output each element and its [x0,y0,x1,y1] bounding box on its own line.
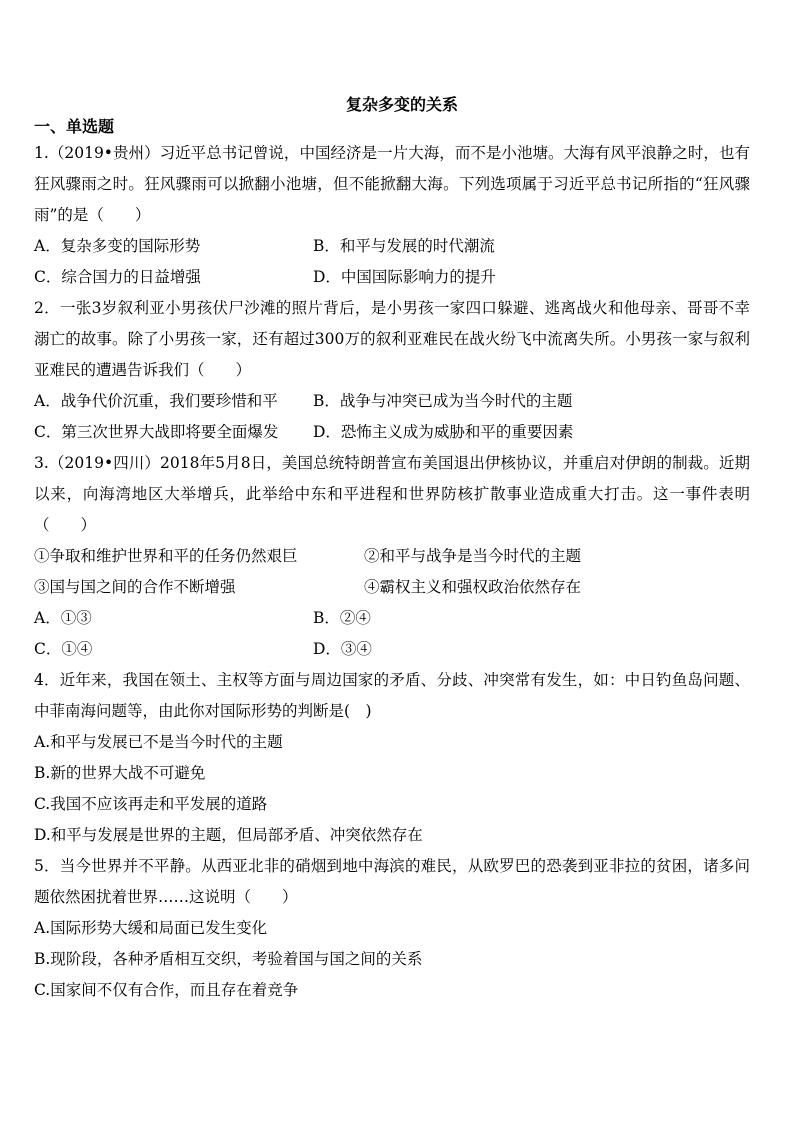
question-5-option-c[interactable]: C.国家间不仅有合作，而且存在着竞争 [34,981,299,999]
question-3-statement-4: ④霸权主义和强权政治依然存在 [364,578,582,596]
question-4-stem: 4．近年来，我国在领土、主权等方面与周边国家的矛盾、分歧、冲突常有发生，如：中日钓鱼岛问题、中菲南海问题等，由此你对国际形势的判断是( ) [34,671,750,720]
question-1-option-c[interactable]: C．综合国力的日益增强 [34,268,201,286]
question-3-statement-2: ②和平与战争是当今时代的主题 [364,547,582,565]
question-3-statement-1: ①争取和维护世界和平的任务仍然艰巨 [34,547,298,565]
question-2-option-c[interactable]: C．第三次世界大战即将要全面爆发 [34,423,279,441]
question-3-statements-row-1 [34,541,750,572]
question-2-option-b[interactable]: B．战争与冲突已成为当今时代的主题 [313,392,573,410]
question-4-option-c[interactable]: C.我国不应该再走和平发展的道路 [34,795,268,813]
question-3-options-row-2 [34,634,750,665]
question-2-option-a[interactable]: A．战争代价沉重，我们要珍惜和平 [34,392,278,410]
question-4-option-d[interactable]: D.和平与发展是世界的主题，但局部矛盾、冲突依然存在 [34,826,423,844]
question-3 [34,448,750,665]
question-4-option-b[interactable]: B.新的世界大战不可避免 [34,764,206,782]
question-4-option-a[interactable]: A.和平与发展已不是当今时代的主题 [34,733,283,751]
question-2-options-row-2 [34,417,750,448]
question-2-options-row-1 [34,386,750,417]
question-5 [34,851,750,1006]
question-5-option-b[interactable]: B.现阶段，各种矛盾相互交织，考验着国与国之间的关系 [34,950,423,968]
question-3-statements-row-2 [34,572,750,603]
question-1-options-row-1 [34,231,750,262]
question-1-stem: 1.（2019•贵州）习近平总书记曾说，中国经济是一片大海，而不是小池塘。大海有风平浪静之时，也有狂风骤雨之时。狂风骤雨可以掀翻小池塘，但不能掀翻大海。下列选项属于习近平总书记所指的“狂风骤雨”的是（ ） [34,144,750,224]
question-3-option-b[interactable]: B．②④ [313,609,371,627]
question-5-option-a[interactable]: A.国际形势大缓和局面已发生变化 [34,919,268,937]
question-1 [34,138,750,293]
page-title: 复杂多变的关系 [345,95,458,114]
question-3-options-row-1 [34,603,750,634]
question-5-stem: 5．当今世界并不平静。从西亚北非的硝烟到地中海滨的难民，从欧罗巴的恐袭到亚非拉的贫困，诸多问题依然困扰着世界……这说明（ ） [34,857,750,906]
question-1-option-d[interactable]: D．中国国际影响力的提升 [313,268,496,286]
question-2-stem: 2．一张3岁叙利亚小男孩伏尸沙滩的照片背后，是小男孩一家四口躲避、逃离战火和他母亲、哥哥不幸溺亡的故事。除了小男孩一家，还有超过300万的叙利亚难民在战火纷飞中流离失所。小男孩一家与叙利亚难民的遭遇告诉我们（ ） [34,299,750,379]
question-3-option-a[interactable]: A．①③ [34,609,92,627]
question-1-option-a[interactable]: A．复杂多变的国际形势 [34,237,201,255]
question-1-option-b[interactable]: B．和平与发展的时代潮流 [313,237,495,255]
question-3-option-d[interactable]: D．③④ [313,640,372,658]
section-heading: 一、单选题 [34,117,115,136]
question-3-statement-3: ③国与国之间的合作不断增强 [34,578,236,596]
question-2-option-d[interactable]: D．恐怖主义成为威胁和平的重要因素 [313,423,574,441]
question-3-stem: 3.（2019•四川）2018年5月8日，美国总统特朗普宣布美国退出伊核协议，并重启对伊朗的制裁。近期以来，向海湾地区大举增兵，此举给中东和平进程和世界防核扩散事业造成重大打击。这一事件表明（ ） [34,454,750,534]
question-4 [34,665,750,851]
question-1-options-row-2 [34,262,750,293]
question-3-option-c[interactable]: C．①④ [34,640,93,658]
question-2 [34,293,750,448]
